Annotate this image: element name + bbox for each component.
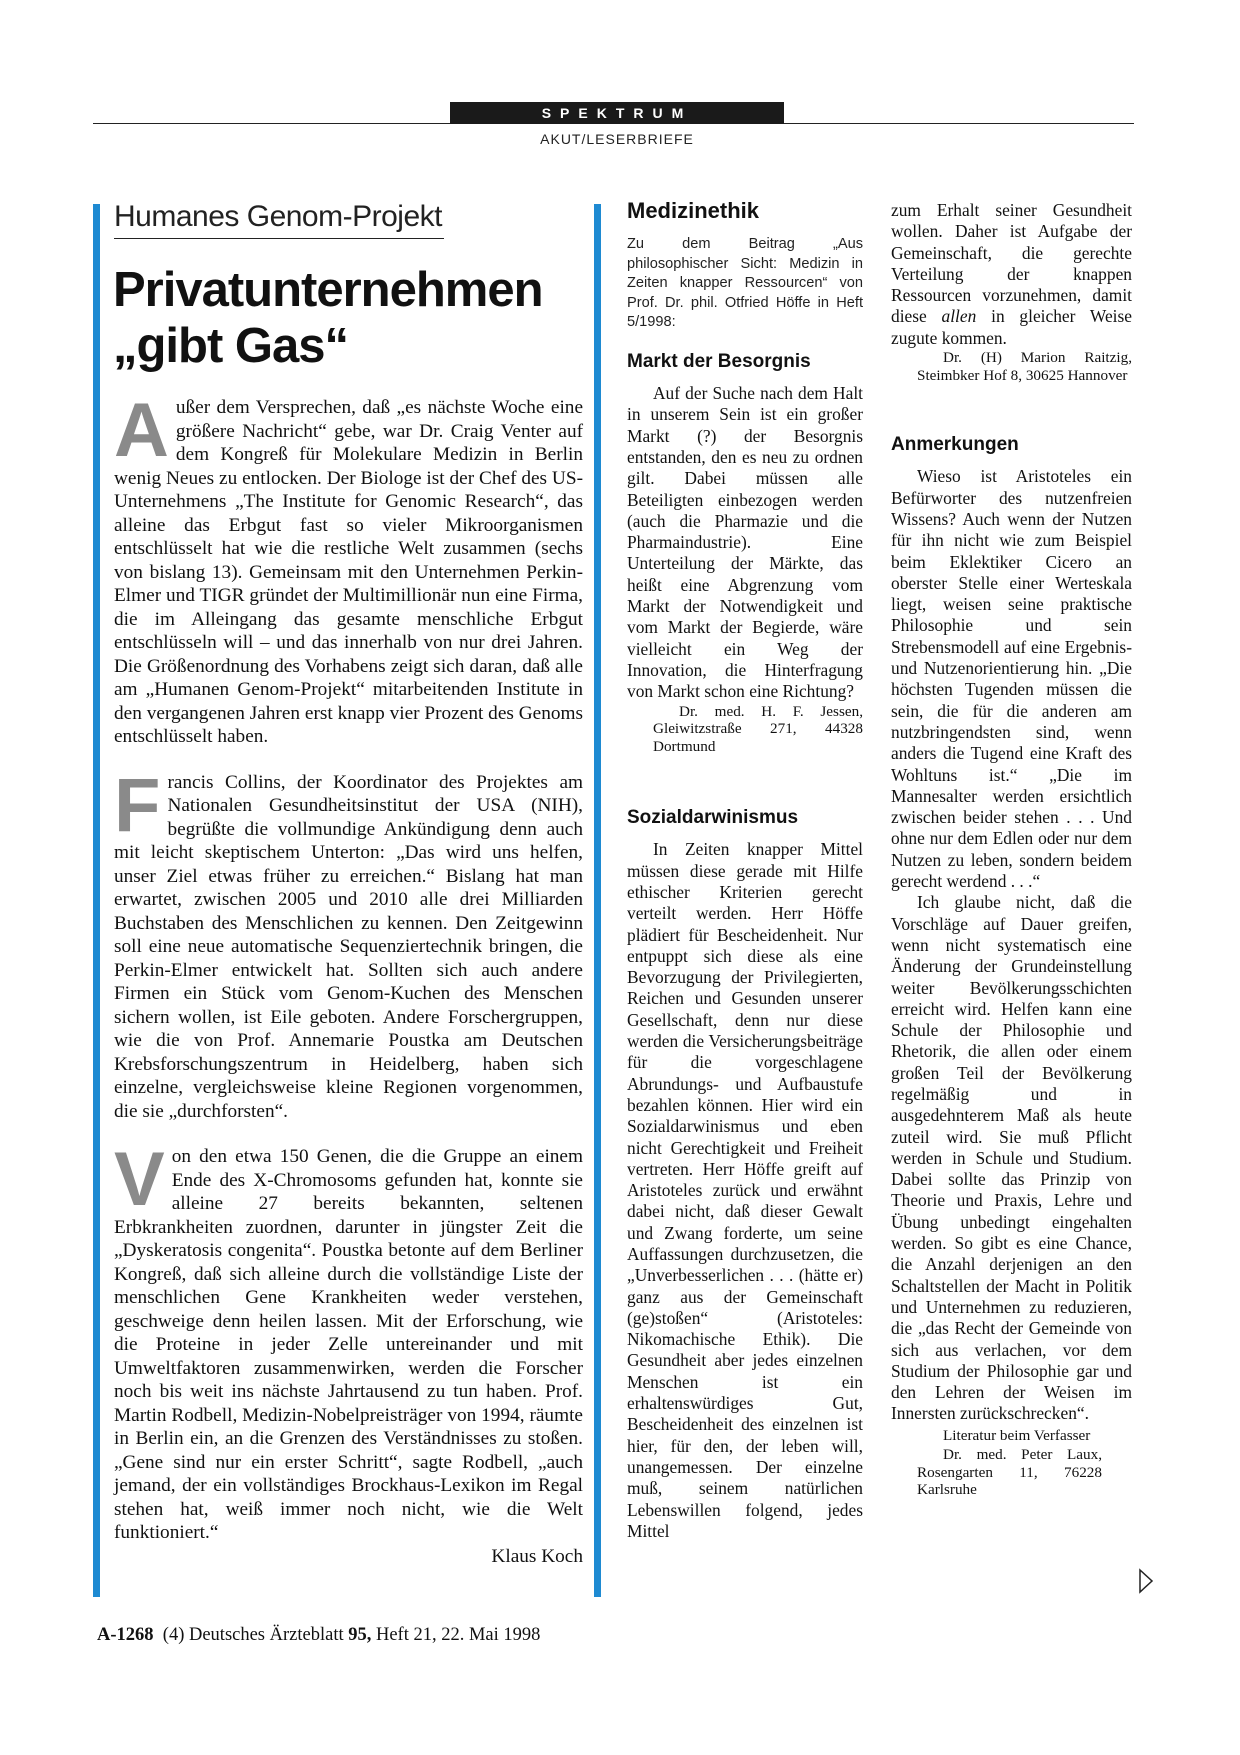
issue-volume: 95, xyxy=(348,1625,372,1645)
letter-text: In Zeiten knapper Mittel müssen diese gerade mit Hilfe ethischer Kriterien gerecht verteilt werden. Herr Höffe plädiert für Bescheidenheit. Nur entpuppt sich diese als eine Bevorzugung der Privilegierten, Reichen und Gesunden unserer Gesellschaft, denn nur diese werden die Versicherungsbeiträge für die vorgeschlagene Abrundungs- und Aufbaustufe bezahlen können. Hier wird ein Sozialdarwinismus und eben nicht Gerechtigkeit und Freiheit vertreten. Herr Höffe greift auf Aristoteles zurück und erwähnt dabei nicht, daß dieser Gewalt und Zwang forderte, um seine Auffassungen durchzusetzen, die „Unverbesserlichen . . . (hätte er) ganz aus der Gemeinschaft (ge)stoßen“ (Aristoteles: Nikomachische Ethik). Die Gesundheit aber jedes einzelnen Menschen ist ein erhaltenswürdiges Gut, Bescheidenheit des einzelnen ist hier, für den, der leben will, unangemessen. Der einzelne muß, seinem natürlichen Lebenswillen folgend, jedes Mittel xyxy=(627,839,863,1541)
letter-title: Markt der Besorgnis xyxy=(627,350,811,372)
accent-rule-middle xyxy=(594,204,601,1597)
letter-continuation: zum Erhalt seiner Gesundheit wollen. Daher ist Aufgabe der Gemeinschaft, die gerechte Verteilung der knappen Ressourcen vorzunehmen, damit diese allen in gleicher Weise zugute kommen. xyxy=(891,200,1132,348)
headline-line-2: „gibt Gas“ xyxy=(113,319,349,373)
accent-rule-left xyxy=(93,204,100,1597)
headline-line-1: Privatunternehmen xyxy=(113,263,543,317)
drop-cap: F xyxy=(114,762,161,848)
page-number: A-1268 xyxy=(97,1625,154,1645)
page-footer xyxy=(97,1625,797,1646)
letter-title: Sozialdarwinismus xyxy=(627,807,799,829)
letters-column-right xyxy=(891,200,1132,1499)
continue-arrow-icon xyxy=(1138,1568,1154,1594)
letter-signature: Dr. med. H. F. Jessen, Gleiwitzstraße 271, 44328 Dortmund xyxy=(653,702,863,755)
article-headline xyxy=(113,262,593,374)
article-paragraph xyxy=(114,1137,583,1545)
article-author: Klaus Koch xyxy=(491,1545,583,1567)
article-paragraph xyxy=(114,762,583,1124)
article-body xyxy=(114,388,583,1568)
section-banner: SPEKTRUM xyxy=(450,102,784,124)
paragraph-text: ußer dem Versprechen, daß „es nächste Woche eine größere Nachricht“ gebe, war Dr. Craig Venter auf dem Kongreß für Molekulare Medizin in Berlin wenig Neues zu entlocken. Der Biologe ist der Chef des US-Unternehmens „The Institute for Genomic Research“, das alleine das Erbgut fast so vieler Mikroorganismen entschlüsselt hat wie die restliche Welt zusammen (sechs von bislang 13). Gemeinsam mit den Unternehmen Perkin-Elmer und TIGR gründet der Multimillionär nun eine Firma, die im Alleingang das gesamte menschliche Erbgut entschlüsseln will – und das innerhalb von nur drei Jahren. Die Größenordnung des Vorhabens zeigt sich daran, daß alle am „Humanen Genom-Projekt“ mitarbeitenden Institute in den vergangenen Jahren erst knapp vier Prozent des Genoms entschlüsselt haben. xyxy=(114,397,583,747)
letter-text: Wieso ist Aristoteles ein Befürworter des nutzenfreien Wissens? Auch wenn der Nutzen für ihn nicht wie zum Beispiel beim Eklektiker Cicero an oberster Stelle einer Werteskala liegt, weisen seine praktische Philosophie und sein Strebensmodell auf eine Ergebnis- und Nutzenorientierung hin. „Die höchsten Tugenden müssen die sein, die für die anderen am nutzbringendsten sind, wenn anders die Tugend eine Kraft des Wohltuns ist.“ „Die im Mannesalter werden ersichtlich zwischen beider stehen . . . Und ohne nur dem Edlen oder nur dem Nutzen zu leben, sondern beidem gerecht werdend . . .“ xyxy=(891,466,1132,892)
issue-post: Heft 21, 22. Mai 1998 xyxy=(371,1625,541,1645)
letter-signature: Dr. med. Peter Laux, Rosengarten 11, 76228 Karlsruhe xyxy=(917,1446,1102,1499)
letter-text: Auf der Suche nach dem Halt in unserem Sein ist ein großer Markt (?) der Besorgnis entstanden, den es neu zu ordnen gilt. Dabei müssen alle Beteiligten einbezogen werden (auch die Pharmazie und die Pharmaindustrie). Eine Unterteilung der Märkte, das heißt eine Abgrenzung vom Markt der Notwendigkeit und vom Markt der Begierde, wäre vielleicht ein Weg der Innovation, die Hinterfragung von Markt schon eine Richtung? xyxy=(627,383,863,702)
paragraph-text: on den etwa 150 Genen, die die Gruppe an einem Ende des X-Chromosoms gefunden hat, konnte sie alleine 27 bereits bekannten, seltenen Erbkrankheiten zuordnen, darunter in jüngster Zeit die „Dyskeratosis congenita“. Poustka betonte auf dem Berliner Kongreß, daß sich alleine durch die vollständige Liste der menschlichen Gene Krankheiten weder verstehen, geschweige denn heilen lassen. Mit der Erforschung, wie die Proteine in jeder Zelle untereinander und mit Umweltfaktoren zusammenwirken, werden die Forscher noch bis weit ins nächste Jahrtausend zu tun haben. Prof. Martin Rodbell, Medizin-Nobelpreisträger von 1994, räumte in Berlin ein, an die Grenzen des Verständnisses zu stoßen. „Gene sind nur ein erster Schritt“, sagte Rodbell, „auch jemand, der ein vollständiges Brockhaus-Lexikon im Regal stehen hat, weiß immer noch nicht, wie die Welt funktioniert.“ xyxy=(114,1146,583,1543)
drop-cap: V xyxy=(114,1137,165,1222)
literature-note: Literatur beim Verfasser xyxy=(943,1426,1091,1444)
subsection-label: AKUT/LESERBRIEFE xyxy=(540,131,694,147)
article-kicker: Humanes Genom-Projekt xyxy=(114,200,444,239)
drop-cap: A xyxy=(114,388,169,473)
letter-signature: Dr. (H) Marion Raitzig, Steimbker Hof 8, 30625 Hannover xyxy=(917,349,1132,384)
letter-title: Anmerkungen xyxy=(891,434,1019,456)
letter-text: Ich glaube nicht, daß die Vorschläge auf Dauer greifen, wenn nicht systematisch eine Änderung der Grundeinstellung weiter Bevölkerungsschichten erreicht wird. Helfen kann eine Schule der Philosophie und Rhetorik, die allen oder einem großen Teil der Bevölkerung regelmäßig und in ausgedehnterem Maß als heute zuteil wird. Sie muß Pflicht werden in Schule und Studium. Dabei sollte das Prinzip von Theorie und Praxis, Lehre und Übung unbedingt eingehalten werden. So gibt es eine Chance, die Anzahl derjenigen an den Schaltstellen der Macht in Politik und Unternehmen zu reduzieren, die „das Recht der Gemeinde von sich aus verlachen, vor dem Studium der Philosophie gar und den Lehren der Weisen im Innersten zurückschrecken“. xyxy=(891,892,1132,1424)
letters-intro: Zu dem Beitrag „Aus philosophischer Sicht: Medizin in Zeiten knapper Ressourcen“ von Prof. Dr. phil. Otfried Höffe in Heft 5/1998: xyxy=(627,236,863,331)
paragraph-text: rancis Collins, der Koordinator des Projektes am Nationalen Gesundheitsinstitut der USA (NIH), begrüßte die vollmundige Ankündigung denn auch mit leicht skeptischem Unterton: „Das wird uns helfen, unser Ziel etwas früher zu erreichen.“ Bislang hat man erwartet, zwischen 2005 und 2010 alle drei Milliarden Buchstaben des Menschlichen zu kennen. Den Zeitgewinn soll eine neue automatische Sequenziertechnik bringen, die Perkin-Elmer entwickelt hat. Sollten sich auch andere Firmen ein Stück vom Genom-Kuchen des Menschen sichern wollen, ist Eile geboten. Andere Forschergruppen, wie die von Prof. Annemarie Poustka am Deutschen Krebsforschungszentrum in Heidelberg, haben sich einzelne, vergleichsweise kleine Regionen vorgenommen, die sie „durchforsten“. xyxy=(114,771,583,1122)
issue-pre: (4) Deutsches Ärzteblatt xyxy=(162,1625,349,1645)
article-paragraph xyxy=(114,388,583,749)
letters-column-middle xyxy=(627,200,863,1542)
letters-section-title: Medizinethik xyxy=(627,198,760,223)
